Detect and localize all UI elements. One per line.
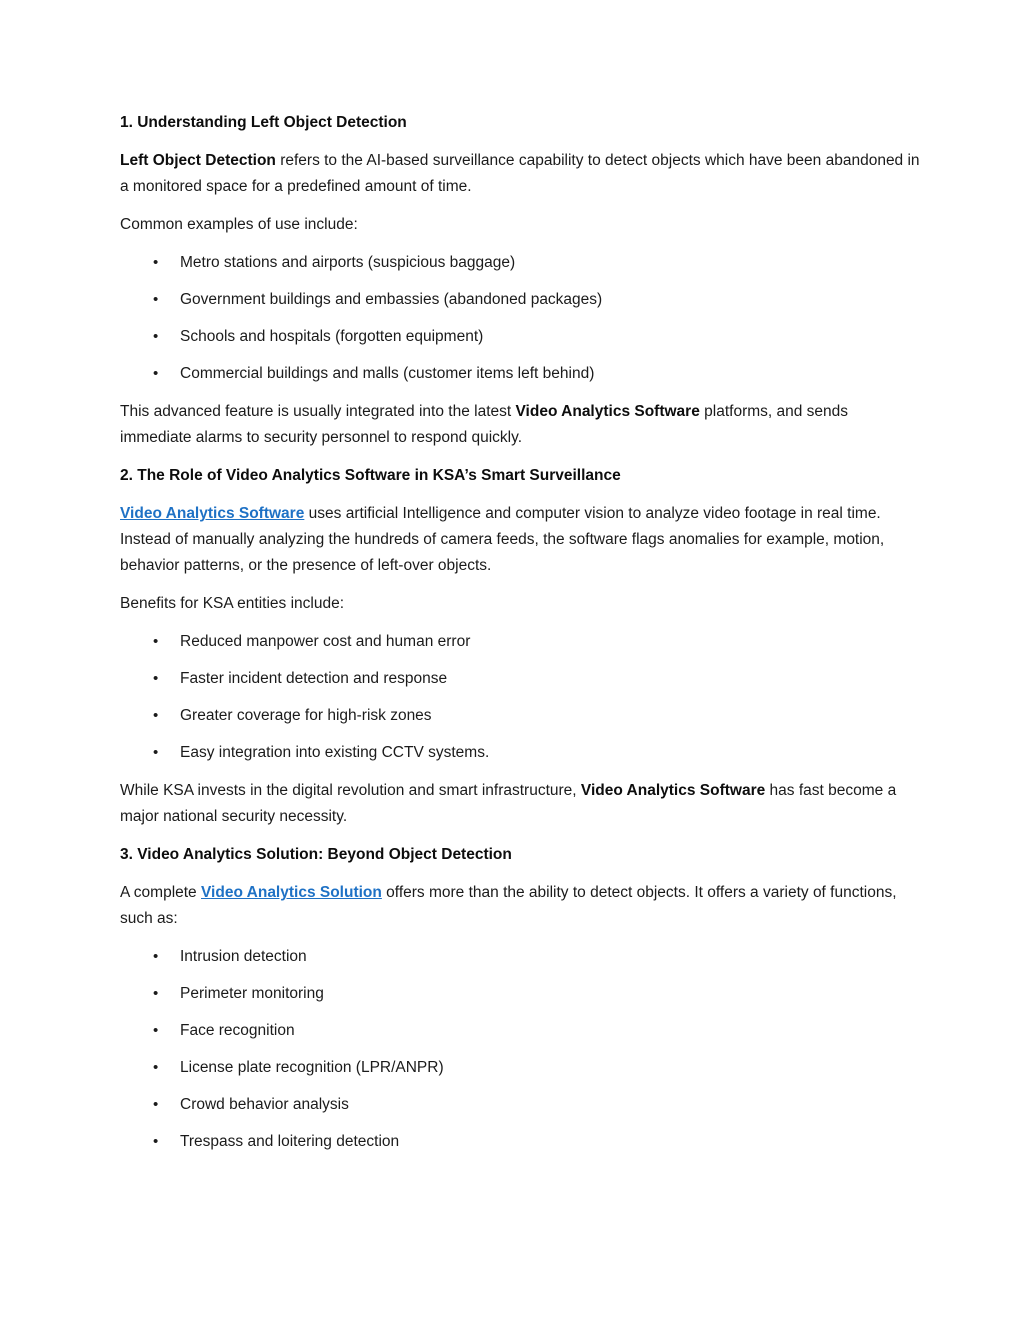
text-run: This advanced feature is usually integrated into the latest xyxy=(120,403,516,420)
section-1-paragraph-examples-lead: Common examples of use include: xyxy=(120,216,358,233)
section-1-paragraph-intro xyxy=(120,148,920,200)
section-2-paragraph-benefits-lead: Benefits for KSA entities include: xyxy=(120,595,345,612)
text-run: refers to the AI-based surveillance capability to detect objects which have been abandoned in a monitored space for a predefined amount of time. xyxy=(120,152,920,195)
video-analytics-solution-link[interactable]: Video Analytics Solution xyxy=(201,884,382,901)
list-item: • Perimeter monitoring xyxy=(120,981,920,1007)
list-item: • Trespass and loitering detection xyxy=(120,1129,920,1155)
bold-run-video-analytics-software: Video Analytics Software xyxy=(580,782,766,799)
text-run: uses artificial Intelligence and computer vision to analyze video footage in real time. Instead of manually analyzing the hundreds of camera feeds, the software flags anomalies for example, motion, behavior patterns, or the presence of left-over objects. xyxy=(120,505,885,574)
video-analytics-software-link[interactable]: Video Analytics Software xyxy=(120,505,305,522)
list-item: • Commercial buildings and malls (customer items left behind) xyxy=(120,361,920,387)
list-item: • Reduced manpower cost and human error xyxy=(120,629,920,655)
section-1-heading: 1. Understanding Left Object Detection xyxy=(120,114,407,131)
list-item: • Easy integration into existing CCTV systems. xyxy=(120,740,920,766)
section-3-heading: 3. Video Analytics Solution: Beyond Object Detection xyxy=(120,846,512,863)
bold-run-left-object-detection: Left Object Detection xyxy=(120,152,276,169)
functions-list xyxy=(120,944,920,1155)
section-1-paragraph-closing xyxy=(120,399,920,451)
list-item: • Government buildings and embassies (abandoned packages) xyxy=(120,287,920,313)
section-2-paragraph-closing xyxy=(120,778,920,830)
text-run: A complete xyxy=(120,884,201,901)
bold-run-video-analytics-software: Video Analytics Software xyxy=(515,403,700,420)
text-run: platforms, and sends immediate alarms to security personnel to respond quickly. xyxy=(120,403,849,446)
list-item: • Greater coverage for high-risk zones xyxy=(120,703,920,729)
use-cases-list xyxy=(120,250,920,387)
list-item: • Metro stations and airports (suspicious baggage) xyxy=(120,250,920,276)
text-run: has fast become a major national security necessity. xyxy=(120,782,897,825)
list-item: • Face recognition xyxy=(120,1018,920,1044)
list-item: • Crowd behavior analysis xyxy=(120,1092,920,1118)
list-item: • Intrusion detection xyxy=(120,944,920,970)
section-2-paragraph-intro xyxy=(120,501,920,579)
text-run: offers more than the ability to detect objects. It offers a variety of functions, such as: xyxy=(120,884,897,927)
list-item: • Schools and hospitals (forgotten equipment) xyxy=(120,324,920,350)
list-item: • Faster incident detection and response xyxy=(120,666,920,692)
benefits-list xyxy=(120,629,920,766)
section-3-paragraph-intro xyxy=(120,880,920,932)
text-run: While KSA invests in the digital revolution and smart infrastructure, xyxy=(120,782,581,799)
section-2-heading: 2. The Role of Video Analytics Software in KSA’s Smart Surveillance xyxy=(120,467,621,484)
list-item: • License plate recognition (LPR/ANPR) xyxy=(120,1055,920,1081)
